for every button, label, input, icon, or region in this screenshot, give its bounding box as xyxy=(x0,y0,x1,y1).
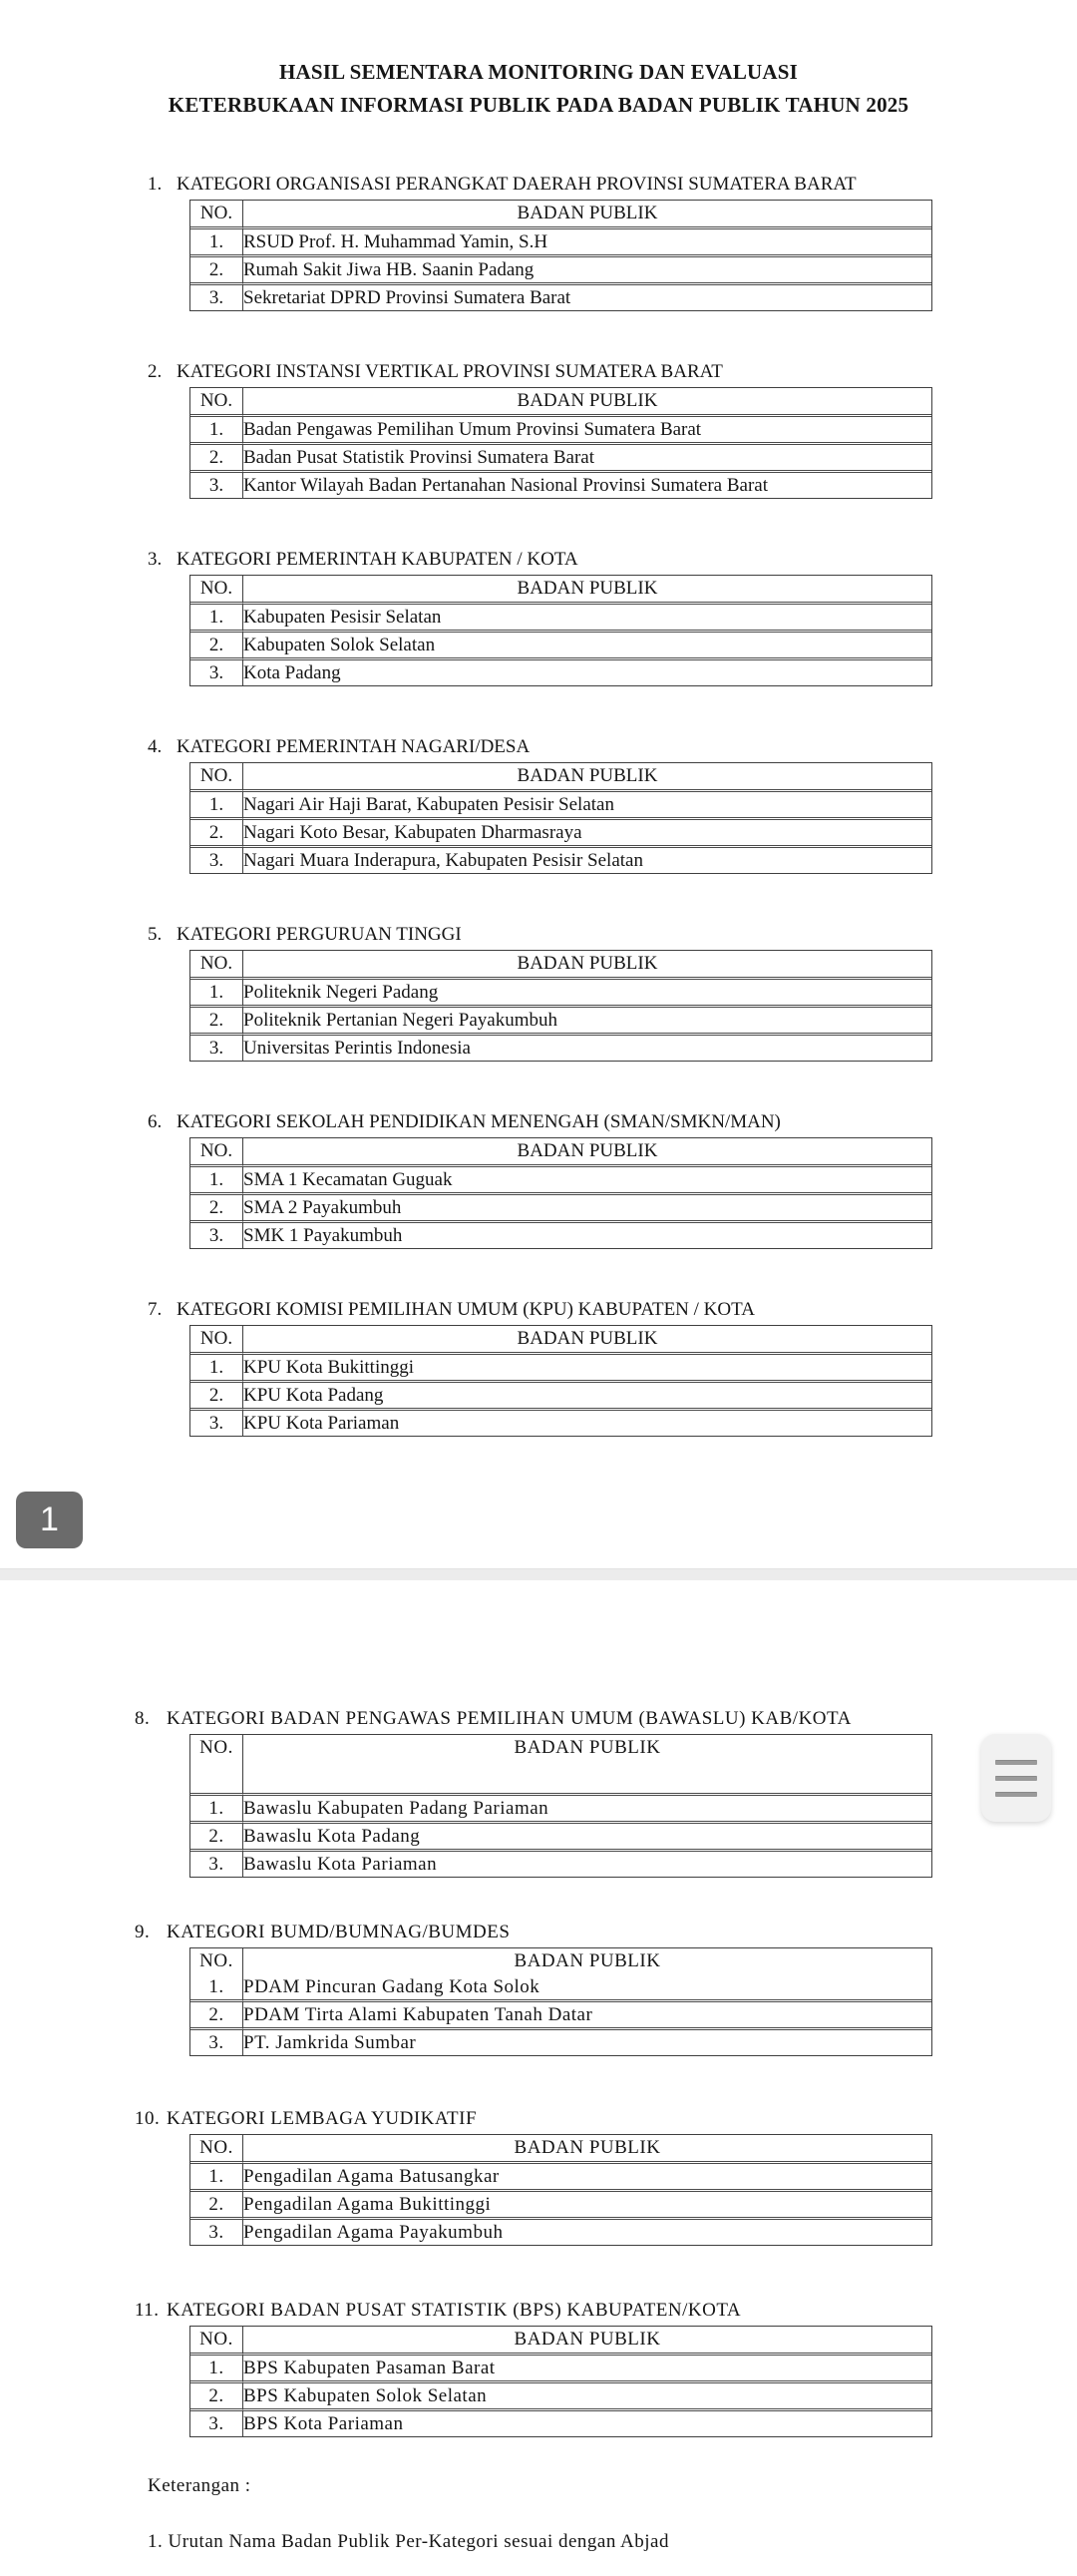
category-title: KATEGORI PEMERINTAH KABUPATEN / KOTA xyxy=(177,549,578,570)
row-number: 2. xyxy=(190,1008,243,1036)
category-title: KATEGORI ORGANISASI PERANGKAT DAERAH PROVINSI SUMATERA BARAT xyxy=(177,174,857,195)
table-row xyxy=(190,820,931,848)
badan-publik-name: PT. Jamkrida Sumbar xyxy=(243,2031,417,2053)
table-header-no: NO. xyxy=(190,2327,243,2356)
category-number: 6. xyxy=(148,1111,163,1132)
row-number: 1. xyxy=(190,229,243,257)
table-row xyxy=(190,660,931,685)
category-number: 3. xyxy=(148,549,163,570)
badan-publik-name: Pengadilan Agama Batusangkar xyxy=(243,2164,931,2192)
table-row xyxy=(190,605,931,633)
table-header-badan-publik: BADAN PUBLIK xyxy=(243,2135,931,2164)
badan-publik-name: BPS Kota Pariaman xyxy=(243,2412,404,2434)
badan-publik-name: Kota Padang xyxy=(243,661,341,683)
row-number: 3. xyxy=(190,1036,243,1061)
badan-publik-name: Politeknik Negeri Padang xyxy=(243,980,931,1008)
table-row xyxy=(190,229,931,257)
table-header-row xyxy=(190,2135,931,2164)
badan-publik-table xyxy=(189,200,932,311)
table-row xyxy=(190,2002,931,2030)
hamburger-bar xyxy=(995,1776,1037,1781)
category-number: 2. xyxy=(148,361,163,382)
category-section xyxy=(0,174,1077,311)
table-row xyxy=(190,2030,931,2055)
badan-publik-name: RSUD Prof. H. Muhammad Yamin, S.H xyxy=(243,229,931,257)
category-number: 5. xyxy=(148,924,163,945)
category-title: KATEGORI INSTANSI VERTIKAL PROVINSI SUMATERA BARAT xyxy=(177,361,723,382)
badan-publik-name: KPU Kota Pariaman xyxy=(243,1412,400,1434)
badan-publik-name: Nagari Koto Besar, Kabupaten Dharmasraya xyxy=(243,820,931,848)
badan-publik-table xyxy=(189,1325,932,1437)
badan-publik-name: PDAM Tirta Alami Kabupaten Tanah Datar xyxy=(243,2002,931,2030)
table-header-row xyxy=(190,388,931,417)
category-title: KATEGORI PEMERINTAH NAGARI/DESA xyxy=(177,736,531,757)
table-header-badan-publik: BADAN PUBLIK xyxy=(243,388,931,417)
category-heading xyxy=(148,1299,1077,1320)
table-header-badan-publik: BADAN PUBLIK xyxy=(243,201,931,229)
table-header-row xyxy=(190,1326,931,1355)
category-heading xyxy=(148,549,1077,570)
badan-publik-name: SMA 2 Payakumbuh xyxy=(243,1195,931,1223)
table-header-badan-publik: BADAN PUBLIK xyxy=(243,2327,931,2356)
table-row xyxy=(190,2192,931,2220)
category-title: KATEGORI BADAN PUSAT STATISTIK (BPS) KABUPATEN/KOTA xyxy=(167,2300,742,2321)
table-row xyxy=(190,2164,931,2192)
row-number: 3. xyxy=(190,2220,243,2245)
badan-publik-name: Rumah Sakit Jiwa HB. Saanin Padang xyxy=(243,257,931,285)
row-number: 1. xyxy=(190,980,243,1008)
table-row xyxy=(190,1383,931,1411)
row-number: 2. xyxy=(190,2383,243,2411)
row-number: 2. xyxy=(190,820,243,848)
table-row xyxy=(190,848,931,873)
table-header-row xyxy=(190,201,931,229)
badan-publik-name: Kabupaten Pesisir Selatan xyxy=(243,605,931,633)
table-row xyxy=(190,473,931,498)
hamburger-bar xyxy=(995,1760,1037,1765)
category-section xyxy=(0,361,1077,499)
table-header-no: NO. xyxy=(190,1138,243,1167)
table-header-badan-publik: BADAN PUBLIK xyxy=(243,1326,931,1355)
row-number: 3. xyxy=(190,285,243,310)
table-row xyxy=(190,257,931,285)
table-header-row xyxy=(190,576,931,605)
table-row xyxy=(190,1411,931,1436)
table-header-badan-publik: BADAN PUBLIK xyxy=(243,576,931,605)
row-number: 2. xyxy=(190,1824,243,1852)
table-header-no: NO. xyxy=(190,763,243,792)
table-row xyxy=(190,1796,931,1824)
table-header-badan-publik: BADAN PUBLIK xyxy=(243,1138,931,1167)
page-number-badge xyxy=(16,1492,83,1548)
badan-publik-name: Bawaslu Kabupaten Padang Pariaman xyxy=(243,1796,931,1824)
table-row xyxy=(190,285,931,310)
table-row xyxy=(190,1036,931,1061)
category-title: KATEGORI BUMD/BUMNAG/BUMDES xyxy=(167,1922,511,1942)
hamburger-menu-icon xyxy=(995,1760,1037,1797)
row-number: 2. xyxy=(190,445,243,473)
category-section xyxy=(0,1111,1077,1249)
document-title-line-1: HASIL SEMENTARA MONITORING DAN EVALUASI xyxy=(278,60,799,84)
badan-publik-name: Nagari Air Haji Barat, Kabupaten Pesisir Selatan xyxy=(243,792,931,820)
badan-publik-name: Pengadilan Agama Payakumbuh xyxy=(243,2221,504,2243)
category-title: KATEGORI SEKOLAH PENDIDIKAN MENENGAH (SMAN/SMKN/MAN) xyxy=(177,1111,781,1132)
row-number: 2. xyxy=(190,1195,243,1223)
badan-publik-name: SMK 1 Payakumbuh xyxy=(243,1224,403,1246)
row-number: 1. xyxy=(190,2164,243,2192)
row-number: 1. xyxy=(190,2356,243,2383)
hamburger-bar xyxy=(995,1792,1037,1797)
table-header-no: NO. xyxy=(190,576,243,605)
badan-publik-name: Universitas Perintis Indonesia xyxy=(243,1037,471,1059)
badan-publik-table xyxy=(189,950,932,1062)
row-number: 1. xyxy=(190,605,243,633)
row-number: 3. xyxy=(190,1223,243,1248)
table-row xyxy=(190,1008,931,1036)
category-heading xyxy=(148,174,1077,195)
table-header-no: NO. xyxy=(190,1326,243,1355)
keterangan-block xyxy=(148,2475,1077,2552)
table-header-row xyxy=(190,2327,931,2356)
row-number: 1. xyxy=(190,1355,243,1383)
row-number: 1. xyxy=(190,1167,243,1195)
category-section xyxy=(0,1708,1077,1878)
category-heading xyxy=(135,2300,1077,2321)
badan-publik-name: KPU Kota Padang xyxy=(243,1383,931,1411)
category-number: 10. xyxy=(135,2108,161,2129)
table-header-badan-publik: BADAN PUBLIK xyxy=(243,1735,931,1796)
category-section xyxy=(0,924,1077,1062)
badan-publik-table xyxy=(189,2134,932,2246)
badan-publik-name: PDAM Pincuran Gadang Kota Solok xyxy=(243,1974,931,2002)
table-row xyxy=(190,1167,931,1195)
keterangan-note: 1. Urutan Nama Badan Publik Per-Kategori sesuai dengan Abjad xyxy=(148,2531,669,2552)
badan-publik-table xyxy=(189,1137,932,1249)
badan-publik-name: BPS Kabupaten Pasaman Barat xyxy=(243,2356,931,2383)
keterangan-label: Keterangan : xyxy=(148,2475,251,2496)
badan-publik-name: Nagari Muara Inderapura, Kabupaten Pesisir Selatan xyxy=(243,849,643,871)
table-row xyxy=(190,2411,931,2436)
table-row xyxy=(190,445,931,473)
table-header-no: NO. xyxy=(190,951,243,980)
row-number: 2. xyxy=(190,2002,243,2030)
table-header-badan-publik: BADAN PUBLIK xyxy=(243,951,931,980)
category-heading xyxy=(148,361,1077,382)
badan-publik-name: Pengadilan Agama Bukittinggi xyxy=(243,2192,931,2220)
table-row xyxy=(190,1223,931,1248)
page-gap-separator xyxy=(0,1568,1077,1580)
row-number: 1. xyxy=(190,792,243,820)
table-row xyxy=(190,2220,931,2245)
badan-publik-name: Kantor Wilayah Badan Pertanahan Nasional Provinsi Sumatera Barat xyxy=(243,474,768,496)
table-header-no: NO. xyxy=(190,388,243,417)
badan-publik-table xyxy=(189,762,932,874)
document-title-line-2: KETERBUKAAN INFORMASI PUBLIK PADA BADAN PUBLIK TAHUN 2025 xyxy=(168,93,909,117)
table-row xyxy=(190,792,931,820)
badan-publik-table xyxy=(189,575,932,686)
row-number: 3. xyxy=(190,1411,243,1436)
table-row xyxy=(190,1355,931,1383)
badan-publik-table xyxy=(189,1734,932,1878)
category-section xyxy=(0,1299,1077,1437)
badan-publik-table xyxy=(189,387,932,499)
row-number: 2. xyxy=(190,2192,243,2220)
table-header-row xyxy=(190,1948,931,1974)
badan-publik-name: Badan Pengawas Pemilihan Umum Provinsi Sumatera Barat xyxy=(243,417,931,445)
row-number: 2. xyxy=(190,257,243,285)
table-header-no: NO. xyxy=(190,2135,243,2164)
table-row xyxy=(190,2383,931,2411)
badan-publik-name: Kabupaten Solok Selatan xyxy=(243,633,931,660)
category-number: 7. xyxy=(148,1299,163,1320)
category-section xyxy=(0,736,1077,874)
category-title: KATEGORI BADAN PENGAWAS PEMILIHAN UMUM (BAWASLU) KAB/KOTA xyxy=(167,1708,852,1729)
table-header-no: NO. xyxy=(190,201,243,229)
category-number: 1. xyxy=(148,174,163,195)
page-menu-button[interactable] xyxy=(981,1734,1051,1822)
badan-publik-name: Sekretariat DPRD Provinsi Sumatera Barat xyxy=(243,286,571,308)
document-title xyxy=(0,0,1077,122)
table-header-row xyxy=(190,1138,931,1167)
row-number: 2. xyxy=(190,633,243,660)
row-number: 1. xyxy=(190,417,243,445)
row-number: 1. xyxy=(190,1796,243,1824)
page-number-label: 1 xyxy=(40,1501,59,1538)
table-header-badan-publik: BADAN PUBLIK xyxy=(514,1950,661,1971)
row-number: 1. xyxy=(190,1974,243,2002)
table-header-row xyxy=(190,1735,931,1796)
category-section xyxy=(0,2300,1077,2437)
table-header-row xyxy=(190,951,931,980)
document-page-2 xyxy=(0,1708,1077,2576)
table-row xyxy=(190,980,931,1008)
row-number: 3. xyxy=(190,1852,243,1877)
row-number: 3. xyxy=(190,2030,243,2055)
row-number: 3. xyxy=(190,660,243,685)
category-number: 8. xyxy=(135,1708,151,1729)
table-header-no: NO. xyxy=(190,1735,243,1796)
badan-publik-name: Bawaslu Kota Padang xyxy=(243,1824,931,1852)
category-heading xyxy=(148,924,1077,945)
category-heading xyxy=(148,1111,1077,1132)
badan-publik-table xyxy=(189,2326,932,2437)
badan-publik-name: Badan Pusat Statistik Provinsi Sumatera Barat xyxy=(243,445,931,473)
badan-publik-name: KPU Kota Bukittinggi xyxy=(243,1355,931,1383)
table-row xyxy=(190,1195,931,1223)
badan-publik-name: BPS Kabupaten Solok Selatan xyxy=(243,2383,931,2411)
category-title: KATEGORI KOMISI PEMILIHAN UMUM (KPU) KABUPATEN / KOTA xyxy=(177,1299,755,1320)
table-row xyxy=(190,1852,931,1877)
category-section xyxy=(0,1922,1077,2056)
category-heading xyxy=(135,2108,1077,2129)
category-title: KATEGORI PERGURUAN TINGGI xyxy=(177,924,462,945)
category-heading xyxy=(135,1922,1077,1942)
table-header-badan-publik: BADAN PUBLIK xyxy=(243,763,931,792)
badan-publik-name: Bawaslu Kota Pariaman xyxy=(243,1853,438,1875)
row-number: 2. xyxy=(190,1383,243,1411)
page-1-sections xyxy=(0,174,1077,1437)
badan-publik-name: SMA 1 Kecamatan Guguak xyxy=(243,1167,931,1195)
table-row xyxy=(190,1824,931,1852)
table-header-no: NO. xyxy=(190,1948,243,1974)
table-row xyxy=(190,1974,931,2002)
row-number: 3. xyxy=(190,2411,243,2436)
category-title: KATEGORI LEMBAGA YUDIKATIF xyxy=(167,2108,478,2129)
category-section xyxy=(0,2108,1077,2246)
page-2-sections xyxy=(0,1708,1077,2437)
table-header-row xyxy=(190,763,931,792)
table-row xyxy=(190,2356,931,2383)
table-row xyxy=(190,633,931,660)
badan-publik-name: Politeknik Pertanian Negeri Payakumbuh xyxy=(243,1008,931,1036)
badan-publik-table xyxy=(189,1947,932,2056)
row-number: 3. xyxy=(190,473,243,498)
category-number: 9. xyxy=(135,1922,151,1942)
table-row xyxy=(190,417,931,445)
category-heading xyxy=(148,736,1077,757)
category-number: 4. xyxy=(148,736,163,757)
row-number: 3. xyxy=(190,848,243,873)
category-number: 11. xyxy=(135,2300,160,2321)
category-section xyxy=(0,549,1077,686)
category-heading xyxy=(135,1708,1077,1729)
